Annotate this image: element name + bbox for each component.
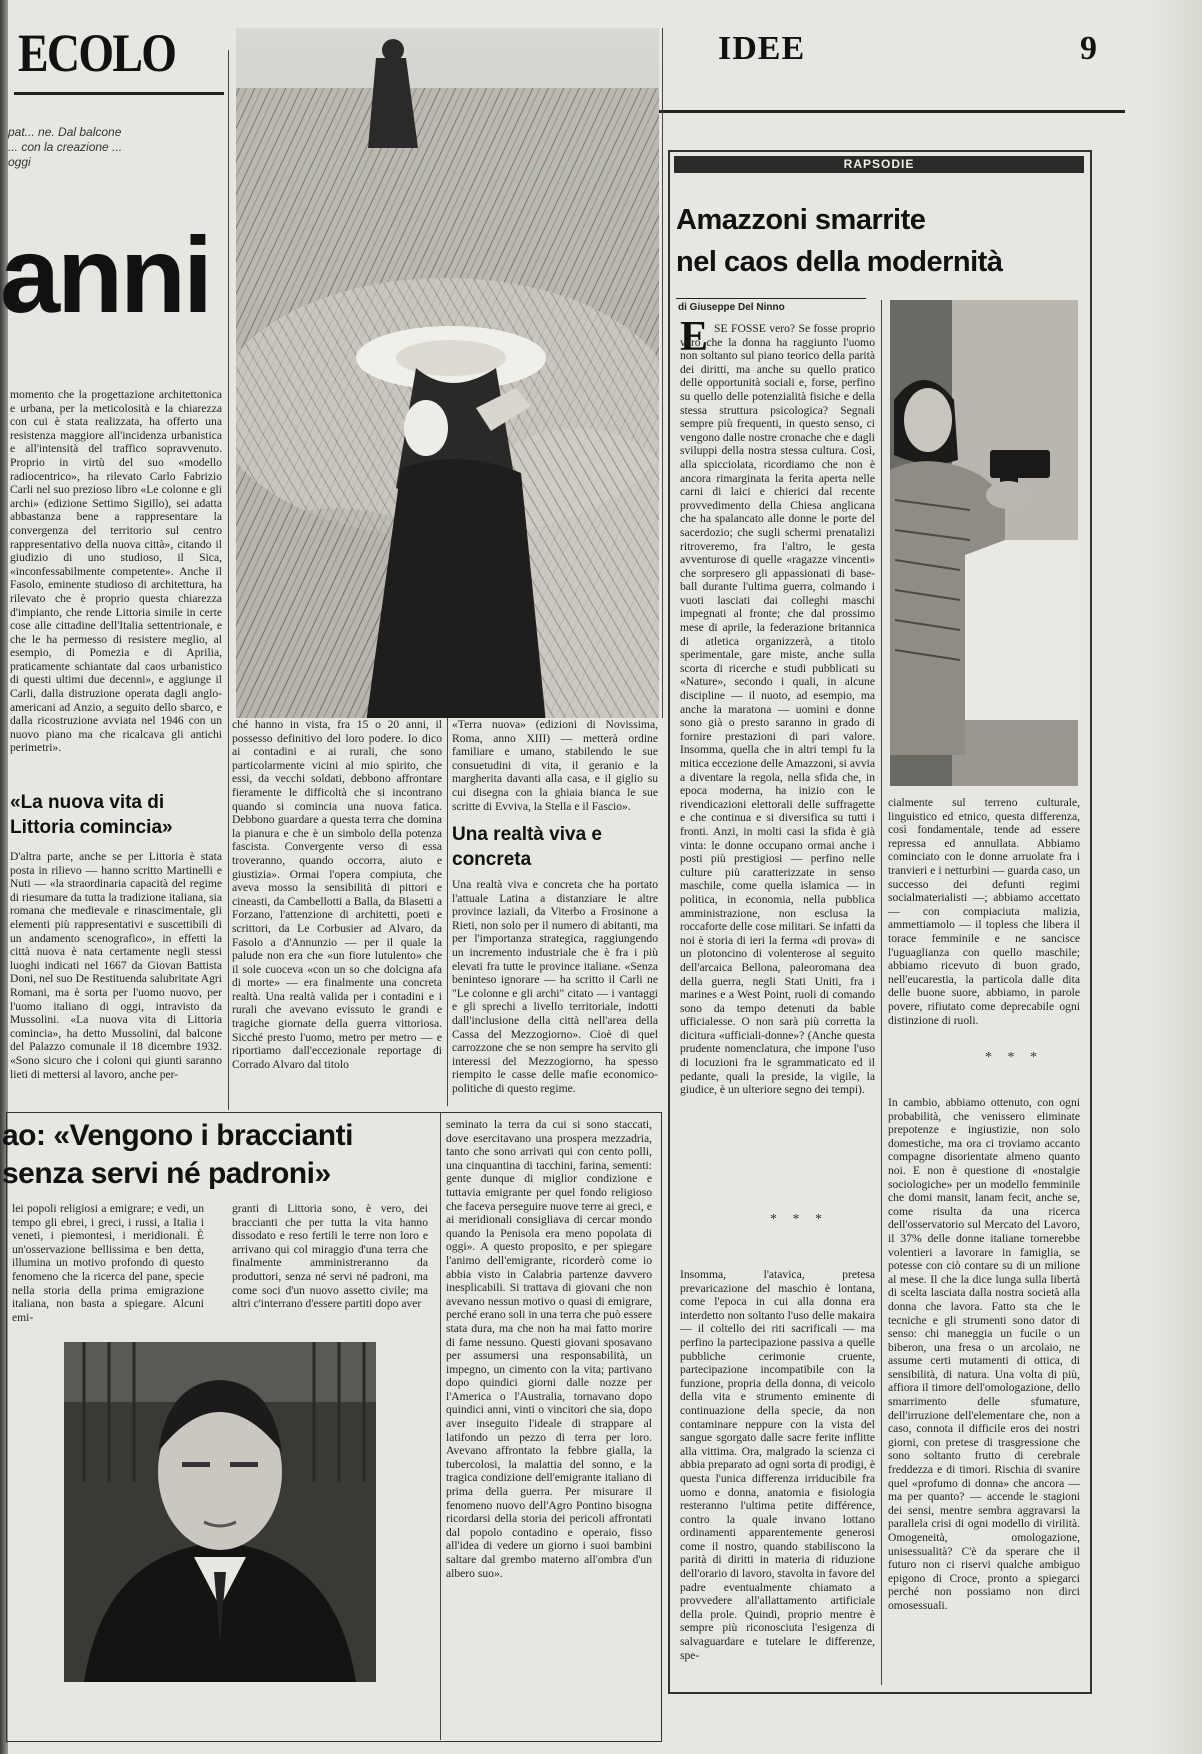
teaser: pat... ne. Dal balcone ... con la creazione ... oggi [8,125,123,169]
page-right-edge [1150,0,1202,1754]
braccianti-headline-2: senza servi né padroni» [2,1157,331,1190]
harvest-photo [236,28,659,718]
rapsodie-divider [881,300,882,1685]
braccianti-col-b: granti di Littoria sono, è vero, dei braccianti che per tutta la vita hanno dissodato e reso fertili le terre non loro e arrivano qui col miraggio d'una terra che finalmente amministreranno da produttori, senza né servi né padroni, ma come soci d'un nuovo assetto civile; ma altri c'interrano d'essere partiti dopo aver [232,1202,428,1311]
rapsodie-col-2b: In cambio, abbiamo ottenuto, con ogni probabilità, che venissero eliminate prepotenze e ingiustizie, non solo domestiche, ma ora ci troviamo accanto compagne disorientate almeno quanto noi. E non è questione di «nostalgie sociologiche» per un modello femminile che domi mansit, lanam fecit, anche se, come risulta da una ricerca dell'osservatorio sul Mercato del Lavoro, il 37% delle donne italiane tornerebbe volentieri a lavorare in famiglia, se potesse con ciò contare su di un milione al mese. Il che la dice lunga sulla libertà di scelta lasciata dalla nostra società alla donna che lavora. Fatto sta che le tecniche e gli strumenti sono dator di senso: chi maneggia un fucile o un biberon, una fresa o un arcolaio, ne assume certi mutamenti di ottica, di sensibilità, di natura. Una volta di più, affiora il timore dell'omologazione, dello smarrimento delle sfumature, dell'irruzione dell'elementare che, non a caso, connota il difficile eros dei nostri giorni, con pretese di trasgressione che sono soltanto frutto di cerebrale freddezza e di timori. Rischia di svanire quel «profumo di donna» che ancora — ma per quanto? — accende le stagioni dei sensi, mentre sembra aggravarsi la parallela crisi di ogni modello di virilità. Omogeneità, omologazione, unisessualità? C'è da sperare che il futuro non ci riservi qualche ambiguo epigono di Croce, pronto a spiegarci perché non possiamo non dirci omosessuali. [888,1096,1080,1612]
masthead-left-rule [14,92,224,95]
left-divider [228,50,229,1110]
center-divider-top [662,28,663,718]
rapsodie-separator-2: * * * [985,1050,1043,1065]
rapsodie-col-1: SE FOSSE vero? Se fosse proprio vero che la donna ha raggiunto l'uomo non soltanto sul piano teorico della parità dei diritti, ma anche su quello pratico delle opportunità sociali e, forse, perfino su quello delle potenzialità fisiche e della stessa struttura psicologica? Segnali sempre più frequenti, in questo senso, ci vengono dalle nostre cronache che e dagli sviluppi della nostra stessa cultura. Così, alla spicciolata, ricordiamo che non è ancora rimarginata la ferita aperta nelle carni di laici e chierici dal recente provvedimento della Chiesa anglicana che ha spalancato alle donne le porte del sacerdozio; che sugli schermi prenatalizi ritroveremo, fra l'altro, le gesta avventurose di quelle «ragazze vincenti» che sorpresero gli appassionati di base-ball durante l'ultima guerra, colmando i vuoti lasciati dai colleghi maschi impegnati al fronte; che dal prossimo mese di aprile, la federazione britannica di atletica organizzerà, a titolo sperimentale, gare miste, anche sulla scorta di ricerche e studi pubblicati su «Nature», secondo i quali, in alcune discipline — il nuoto, ad esempio, ma anche la maratona — uomini e donne sono già o presto saranno in grado di fornire prestazioni di pari valore. Insomma, quella che in altri tempi fu la mitica eccezione delle Amazzoni, si avvia a diventare la regola, nella sfida che, in epoca moderna, ha inizio con le rivendicazioni elettorali delle suffragette e che continua e si diversifica su tutti i fronti. Anzi, in molti casi la sfida è già vinta: le donne occupano ormai anche i posti più prestigiosi — perfino nelle culture più caratterizzate in senso maschile, come quella islamica — in politica, in economia, nella pubblica amministrazione, non esclusa la roccaforte delle cose militari. Se infatti da noi è storia di ieri la ferma «di prova» di un plotoncino di volenterose al seguito dell'arcaica Bellona, paleoromana dea della guerra, negli Stati Uniti, fra i marines e a West Point, ruoli di comando sono da tempo detenuti da bable ufficialesse. O non sarà più corretta la dicitura «ufficiali-donne»? (Anche questa prudente nomenclatura, che impone l'uso di locuzioni fra le sgrammaticato ed il pedante, quali la preside, la vigile, la giudice, è un ulteriore segno dei tempi). [680,322,875,1097]
center-col-b1: «Terra nuova» (edizioni di Novissima, Roma, anno XIII) — metterà ordine familiare e umano, stabilendo le sue consuetudini di vita, il geranio e la margherita davanti alla casa, e il giglio su cui disegna con la ghiaia bianca le sue scritte di Evviva, la Stella e il Fascio». [452,718,658,813]
center-col-b2: Una realtà viva e concreta che ha portato l'attuale Latina a distanziare le altre province laziali, da Viterbo a Frosinone a Rieti, non solo per il numero di abitanti, ma per l'importanza strategica, raggiungendo un incremento industriale che è fra i più elevati fra tutte le province italiane. «Senza beninteso ignorare — ha scritto il Carli ne "Le colonne e gli archi" citato — i vantaggi e gli sprechi a livello territoriale, indotti dall'inclusione della città nell'area della Cassa del Mezzogiorno». Cioè di quel carrozzone che se non sempre ha servito gli interessi del Mezzogiorno, ha spesso riempito le casse delle mafie economico-politiche di questo regime. [452,878,658,1095]
left-text-2: D'altra parte, anche se per Littoria è stata posta in rilievo — hanno scritto Martinelli e Nuti — «la straordinaria capacità del regime di riesumare da tutta la tradizione italiana, sia romana che medievale e rinascimentale, gli elementi più rappresentativi e suscettibili di un andamento scenografico», in effetti la città nuova è nata certamente negli stessi luoghi indicati nel 1667 da Giovan Battista Doni, nel suo De Restituenda salubritate Agri Romani, ma è sorta per l'uomo nuovo, per l'uomo italiano di oggi, intravisto da Mussolini. «La nuova vita di Littoria comincia», ha detto Mussolini, dal balcone del Palazzo comunale il 18 dicembre 1932. «Sono sicuro che i coloni qui giunti saranno lieti di mettersi al lavoro, anche per- [10,850,222,1081]
braccianti-divider [440,1112,441,1740]
masthead-right-rule [655,110,1125,113]
center-divider-a [447,718,448,1106]
braccianti-col-c: seminato la terra da cui si sono staccati, dove esercitavano una prospera mezzadria, tanto che sono arrivati qui con cento polli, una cinquantina di tacchini, farina, sementi: gente dunque di miglior condizione e tuttavia emigrante per quel fondo religioso che faceva perseguire nuove terre ai greci, e ai meridionali consigliava di cercar mondo quando la Penisola era meno popolata di oggi». A questo proposito, e per spiegare l'animo dell'emigrante, ricorderò come io abbia visto in Calabria partenze davvero inesplicabili. Si trattava di giovani che non avevano nessun motivo o quasi di emigrare, perché erano soli in una terra che può essere stata dura, ma che non ha mai fatto morire di fame nessuno. Questi giovani sposavano per assumersi una responsabilità, un impegno, un cimento con la vita; partivano dopo quindici giorni dalle nozze per l'America o l'Australia, tornavano dopo quindici anni, vinti o vincitori che sia, dopo aver inseguito l'ideale di strappare al latifondo un pezzo di terra per loro. Avevano affrontato la febbre gialla, la tubercolosi, la malattia del sonno, e la tragica condizione dell'emigrante italiano di prima della guerra. Per misurare il fenomeno nuovo dell'Agro Pontino bisogna ricordarsi della storia dei pericoli affrontati dal popolo contadino e operaio, fisso all'idea di vedere un giorno i suoi bambini saltare dal grembo materno all'ombra d'un albero suo». [446,1118,652,1580]
left-subhead: «La nuova vita di Littoria comincia» [10,792,173,838]
rapsodie-col-1b: Insomma, l'atavica, pretesa prevaricazione del maschio è lontana, come l'epoca in cui alla donna era interdetto non soltanto l'uso delle makaira — il coltello dei riti sacrificali — ma perfino la partecipazione passiva a quelle pubbliche cerimonie cruente, partecipazione incompatibile con la funzione, propria della donna, di veicolo della vita e strumento eminente di continuazione della specie, da non contaminare neppure con la vista del sangue sgorgato dalle sacre ferite inflitte alla vittima. Ora, malgrado la scienza ci abbia preparato ad ogni sorta di prodigi, è questa l'unica differenza irriducibile fra uomo e donna, anatomia e fisiologia resteranno l'ultima petite différence, contro la quale invano lottano ordinamenti apparentemente generosi come il nostro, quando stabiliscono la parità di diritti in materia di riduzione dell'orario di lavoro, stavolta in favore del padre eventualmente chiamato a provvedere all'allattamento artificiale della prole. Quindi, proprio mentre è sempre più riconosciuta l'esigenza di salvaguardare e tutelare le differenze, spe- [680,1268,875,1662]
page-number: 9 [1080,30,1097,67]
woman-gun-photo-image [890,300,1078,786]
masthead-left: ECOLO [18,23,176,83]
portrait-photo-image [64,1342,376,1682]
portrait-photo [64,1342,376,1682]
rapsodie-byline: di Giuseppe Del Ninno [678,302,785,313]
braccianti-headline-1: ao: «Vengono i braccianti [2,1119,353,1152]
rapsodie-headline-1: Amazzoni smarrite [676,204,926,236]
rapsodie-dropcap: E [680,314,709,360]
harvest-photo-image [236,28,659,718]
rapsodie-byline-rule [676,298,866,299]
rapsodie-headline-2: nel caos della modernità [676,246,1003,278]
center-col-a: ché hanno in vista, fra 15 o 20 anni, il possesso definitivo del loro podere. Io dico ai contadini e ai rurali, che sono particolarmente vicini al mio spirito, che essi, da vecchi soldati, debbono affrontare fieramente le difficoltà che si incontrano quando si comincia una nuova fatica. Debbono guardare a questa terra che domina la pianura e che è un simbolo della potenza fascista. Convergente verso di essa troveranno, quando occorra, aiuto e giustizia». Ormai l'opera compiuta, che aveva mosso la sensibilità di pittori e cineasti, da Cambellotti a Balla, da Blasetti a Forzano, l'attenzione di architetti, poeti e scrittori, da Le Corbusier ad Alvaro, da Fasolo a d'Annunzio — per il quale la palude non era che «un fiore lutulento» che il sole cuoceva «con un so che dolcigna afa di morte» — era finalmente una concreta realtà. Una realtà valida per i contadini e i rurali che avevano evissuto le grandi e tragiche giornate della guerra vittoriosa. Sicché presto l'uomo, metro per metro — e riportiamo dall'eccezionale reportage di Corrado Alvaro dal titolo [232,718,442,1071]
center-subhead: Una realtà viva e concreta [452,824,602,870]
rapsodie-separator-1: * * * [770,1212,828,1227]
rapsodie-kicker: RAPSODIE [674,156,1084,173]
rapsodie-col-2: cialmente sul terreno culturale, linguistico ed etnico, questa differenza, così fondamentale, tende ad essere repressa ed annullata. Abbiamo cominciato con le donne arruolate fra i tranvieri e i netturbini — guarda caso, un successo dei defunti regimi socialmaterialisti —; abbiamo accettato — con compiaciuta malizia, ammettiamolo — il topless che libera il torace femminile e ne sancisce l'uguaglianza con quello maschile; abbiamo ricevuto di buon grado, nell'eucarestia, la particola dalle dita delle buone suore, abbiamo, in parole povere, rifiutato come deprecabile ogni distinzione di ruoli. [888,796,1080,1027]
braccianti-col-a: lei popoli religiosi a emigrare; e vedi, un tempo gli ebrei, i greci, i russi, a Italia i veneti, i piemontesi, i meridionali. È un'osservazione bellissima e ben detta, illumina un motivo profondo di questo fenomeno che la ricerca del pane, specie nella storia della prima emigrazione italiana, non basta a spiegare. Alcuni emi- [12,1202,204,1324]
big-headline: anni [0,214,211,335]
left-text-1: momento che la progettazione architettonica e urbana, per la meticolosità e la chiarezza con cui è stata realizzata, ha offerto una resistenza maggiore all'incidenza urbanistica e all'intensità del traffico sopravvenuto. Proprio in virtù del suo «modello radiocentrico», ha rilevato Carlo Fabrizio Carli nel suo prezioso libro «Le colonne e gli archi» (edizione Settimo Sigillo), sei adatta abbastanza bene a rappresentare la convergenza del territorio sul centro rappresentativo della nuova città», citando il giudizio di uno studioso, il Sica, «inconfessabilmente competente». Anche il Fasolo, eminente studioso di architettura, ha rilevato che è proprio questa chiarezza d'impianto, che rende Littoria simile in certe cose alle cittadine dell'Italia settentrionale, e che le ha permesso di resistere meglio, al esempio, di Pomezia e di Aprilia, praticamente schiantate dal caos urbanistico di questi ultimi due decenni», e aggiunge il Carli, dalla distruzione operata dagli anglo-americani ad Anzio, a seguito dello sbarco, e dalla ricostruzione avviata nel 1946 con un nuovo piano ma che ricalcava gli antichi perimetri». [10,388,222,755]
woman-gun-photo [890,300,1078,786]
section-title: IDEE [718,30,806,67]
